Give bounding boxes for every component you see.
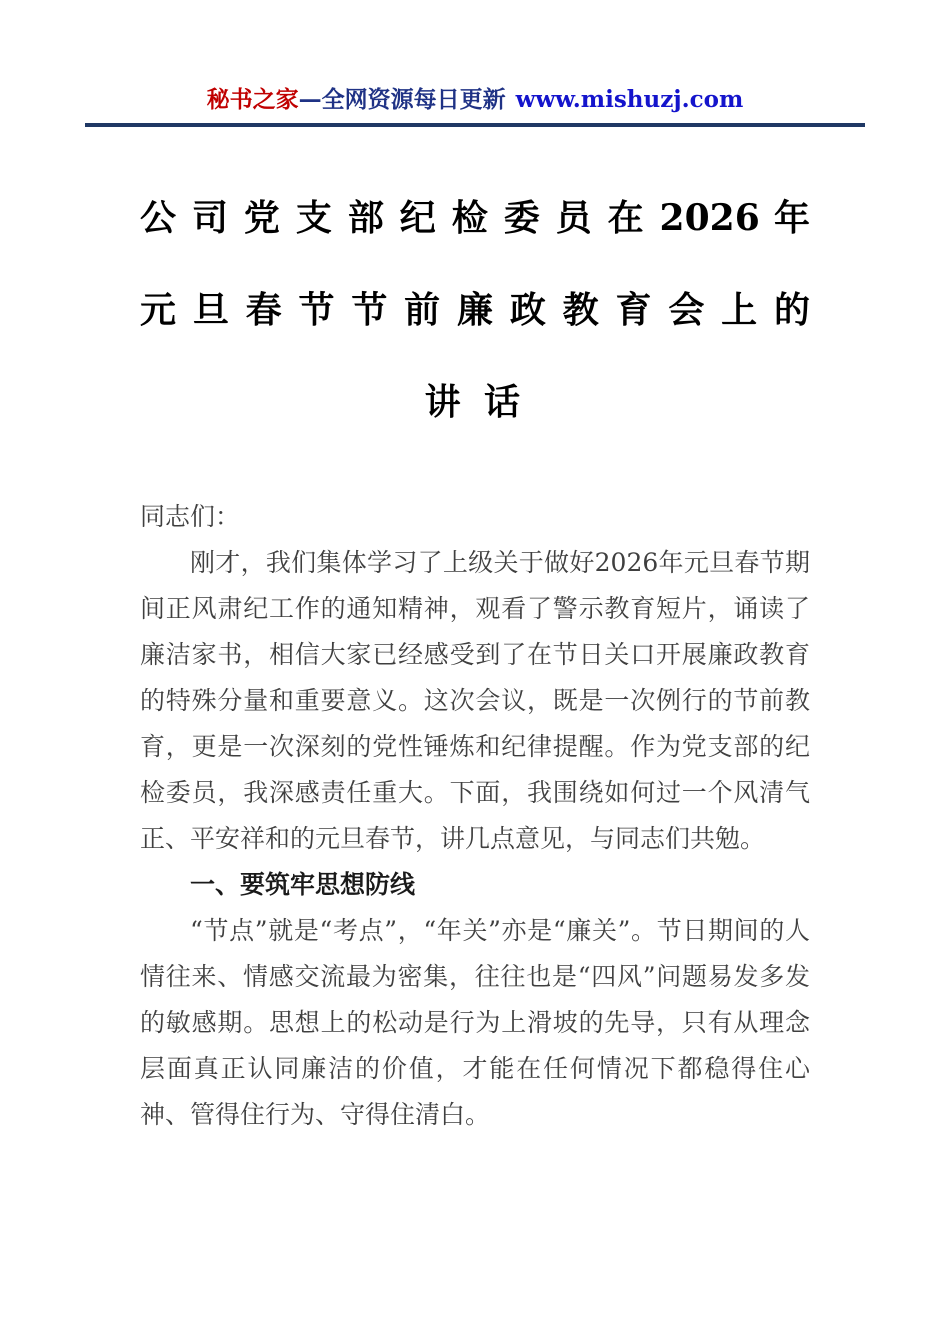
paragraph-1: 刚才，我们集体学习了上级关于做好2026年元旦春节期间正风肃纪工作的通知精神，观看了警示教育短片，诵读了廉洁家书，相信大家已经感受到了在节日关口开展廉政教育的特殊分量和重要意义。这次会议，既是一次例行的节前教育，更是一次深刻的党性锤炼和纪律提醒。作为党支部的纪检委员，我深感责任重大。下面，我围绕如何过一个风清气正、平安祥和的元旦春节，讲几点意见，与同志们共勉。 bbox=[140, 548, 810, 853]
site-tagline: —全网资源每日更新 bbox=[298, 86, 506, 113]
section-heading-1: 一、要筑牢思想防线 bbox=[190, 870, 416, 899]
site-url-link[interactable]: www.mishuzj.com bbox=[515, 86, 744, 113]
title-line-1: 公 司 党 支 部 纪 检 委 员 在 2026 年 bbox=[140, 197, 810, 239]
title-line-3: 讲 话 bbox=[424, 381, 526, 423]
site-header bbox=[0, 0, 950, 127]
salutation: 同志们： bbox=[140, 502, 241, 531]
title-line-2: 元 旦 春 节 节 前 廉 政 教 育 会 上 的 bbox=[140, 289, 810, 331]
document-body bbox=[140, 494, 810, 1138]
site-name: 秘书之家 bbox=[206, 86, 299, 113]
header-divider bbox=[85, 123, 865, 127]
paragraph-2: “节点”就是“考点”，“年关”亦是“廉关”。节日期间的人情往来、情感交流最为密集，往往也是“四风”问题易发多发的敏感期。思想上的松动是行为上滑坡的先导，只有从理念层面真正认同廉洁的价值，才能在任何情况下都稳得住心神、管得住行为、守得住清白。 bbox=[140, 916, 810, 1129]
document-title bbox=[140, 172, 810, 448]
